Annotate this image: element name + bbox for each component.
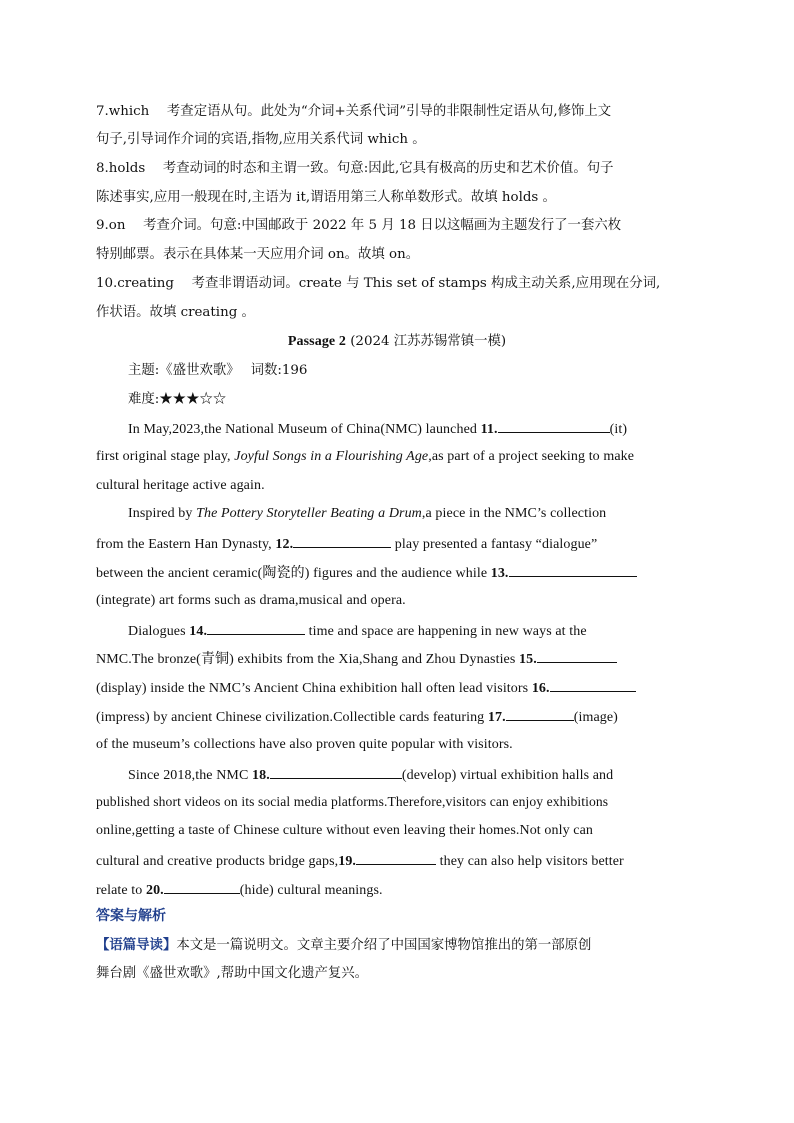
explanation-q10-line1: 10.creating 考查非谓语动词。create 与 This set of stamps 构成主动关系,应用现在分词, — [96, 276, 661, 291]
blank-number-20: 20. — [145, 883, 164, 898]
reading-guide-line2: 舞台剧《盛世欢歌》,帮助中国文化遗产复兴。 — [96, 966, 369, 981]
blank-number-14: 14. — [189, 624, 208, 639]
passage-line: from the Eastern Han Dynasty, 12. play presented a fantasy “dialogue” — [96, 533, 706, 555]
blank-14[interactable] — [207, 620, 305, 635]
blank-15[interactable] — [537, 648, 617, 663]
explanation-q9-line1: 9.on 考查介词。句意:中国邮政于 2022 年 5 月 18 日以这幅画为主题发行了一套六枚 — [96, 218, 622, 233]
passage-source: (2024 江苏苏锡常镇一模) — [350, 334, 507, 349]
passage-line: relate to 20. (hide) cultural meanings. — [96, 879, 706, 901]
artifact-title: The Pottery Storyteller Beating a Drum — [196, 506, 422, 521]
blank-12[interactable] — [293, 533, 391, 548]
explanation-q8-line1: 8.holds 考查动词的时态和主谓一致。句意:因此,它具有极高的历史和艺术价值。句子 — [96, 161, 614, 176]
passage-line: first original stage play, Joyful Songs in a Flourishing Age,as part of a project seeking to make — [96, 449, 635, 464]
blank-19[interactable] — [356, 850, 436, 865]
passage-line: of the museum’s collections have also proven quite popular with visitors. — [96, 737, 513, 752]
explanation-q7-line1: 7.which 考查定语从句。此处为“介词+关系代词”引导的非限制性定语从句,修饰上文 — [96, 104, 612, 119]
blank-number-16: 16. — [531, 681, 550, 696]
passage-line: Inspired by The Pottery Storyteller Beating a Drum,a piece in the NMC’s collection — [128, 506, 607, 521]
blank-20[interactable] — [164, 879, 240, 894]
passage-line: online,getting a taste of Chinese culture without even leaving their homes.Not only can — [96, 823, 594, 838]
passage-line: Since 2018,the NMC 18. (develop) virtual exhibition halls and — [128, 764, 708, 786]
blank-number-15: 15. — [519, 652, 537, 667]
reading-guide-label: 【语篇导读】 — [96, 937, 177, 953]
explanation-q8-line2: 陈述事实,应用一般现在时,主语为 it,谓语用第三人称单数形式。故填 holds 。 — [96, 190, 556, 205]
passage-line: In May,2023,the National Museum of China(NMC) launched 11. (it) — [128, 418, 708, 440]
passage-line: cultural heritage active again. — [96, 478, 265, 493]
explanation-q7-line2: 句子,引导词作介词的宾语,指物,应用关系代词 which 。 — [96, 132, 426, 147]
passage-theme: 主题:《盛世欢歌》 词数:196 — [128, 363, 308, 378]
passage-line: published short videos on its social media platforms.Therefore,visitors can enjoy exhibitions — [96, 794, 609, 809]
passage-title-line — [0, 332, 794, 352]
passage-difficulty: 难度:★★★☆☆ — [128, 392, 227, 407]
blank-18[interactable] — [270, 764, 402, 779]
answers-heading: 答案与解析 — [96, 908, 166, 924]
blank-11[interactable] — [498, 418, 610, 433]
explanation-q10-line2: 作状语。故填 creating 。 — [96, 305, 255, 320]
passage-line: (impress) by ancient Chinese civilization.Collectible cards featuring 17. (image) — [96, 706, 706, 728]
blank-number-17: 17. — [487, 710, 506, 725]
blank-16[interactable] — [550, 677, 636, 692]
blank-number-12: 12. — [275, 537, 294, 552]
play-title: Joyful Songs in a Flourishing Age — [234, 449, 429, 464]
passage-line: Dialogues 14. time and space are happening in new ways at the — [128, 620, 708, 642]
explanation-q9-line2: 特别邮票。表示在具体某一天应用介词 on。故填 on。 — [96, 247, 420, 262]
passage-line: (integrate) art forms such as drama,musical and opera. — [96, 593, 406, 608]
passage-line: (display) inside the NMC’s Ancient China exhibition hall often lead visitors 16. — [96, 677, 706, 699]
passage-line: cultural and creative products bridge gaps,19. they can also help visitors better — [96, 850, 706, 872]
blank-13[interactable] — [509, 562, 637, 577]
blank-17[interactable] — [506, 706, 574, 721]
blank-number-11: 11. — [480, 422, 498, 437]
blank-number-18: 18. — [252, 768, 270, 783]
passage-title: Passage 2 — [287, 334, 346, 349]
passage-line: NMC.The bronze(青铜) exhibits from the Xia,Shang and Zhou Dynasties 15. — [96, 648, 706, 670]
blank-number-13: 13. — [490, 566, 509, 581]
passage-line: between the ancient ceramic(陶瓷的) figures and the audience while 13. — [96, 562, 706, 584]
reading-guide-line1: 【语篇导读】本文是一篇说明文。文章主要介绍了中国国家博物馆推出的第一部原创 — [96, 937, 592, 953]
blank-number-19: 19. — [338, 854, 357, 869]
